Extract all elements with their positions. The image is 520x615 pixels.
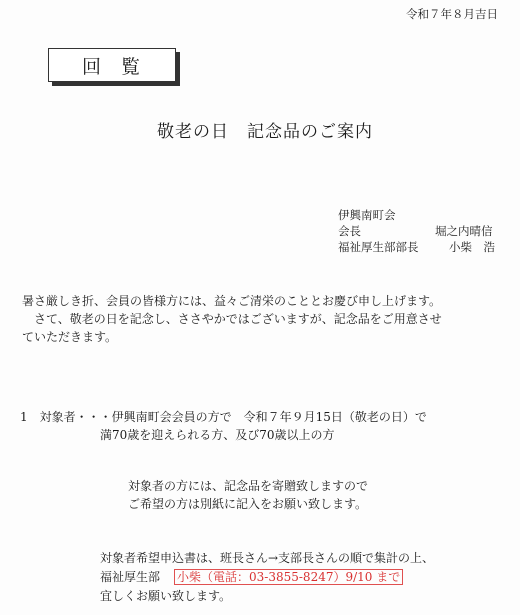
item1-line-1: 1 対象者・・・伊興南町会会員の方で 令和７年９月15日（敬老の日）で bbox=[20, 410, 427, 424]
document-date: 令和７年８月吉日 bbox=[406, 7, 498, 21]
document-title: 敬老の日 記念品のご案内 bbox=[157, 122, 373, 142]
application-line-2 bbox=[100, 568, 403, 586]
welfare-role: 福祉厚生部部長 bbox=[338, 240, 419, 254]
sender-org: 伊興南町会 bbox=[338, 208, 396, 222]
kairan-label: 回覧 bbox=[81, 55, 160, 78]
application-line-3: 宜しくお願い致します。 bbox=[100, 589, 232, 603]
greeting-line-1: 暑さ厳しき折、会員の皆様方には、益々ご清栄のこととお慶び申し上げます。 bbox=[22, 294, 442, 308]
sender-block bbox=[338, 207, 495, 255]
notice-line-2: ご希望の方は別紙に記入をお願い致します。 bbox=[128, 497, 368, 511]
welfare-name: 小柴 浩 bbox=[449, 240, 495, 254]
greeting-line-2: さて、敬老の日を記念し、ささやかではございますが、記念品をご用意させ bbox=[34, 312, 442, 326]
greeting-line-3: ていただきます。 bbox=[22, 330, 118, 344]
item1-line-2: 満70歳を迎えられる方、及び70歳以上の方 bbox=[100, 428, 335, 442]
contact-highlight: 小柴（電話：03-3855-8247）9/10 まで bbox=[174, 569, 403, 585]
chair-name: 堀之内晴信 bbox=[435, 224, 493, 238]
application-dept: 福祉厚生部 bbox=[100, 570, 161, 584]
application-line-1: 対象者希望申込書は、班長さん→支部長さんの順で集計の上、 bbox=[100, 551, 435, 565]
kairan-label-box bbox=[48, 48, 176, 82]
notice-line-1: 対象者の方には、記念品を寄贈致しますので bbox=[128, 479, 369, 493]
chair-role: 会長 bbox=[338, 224, 361, 238]
